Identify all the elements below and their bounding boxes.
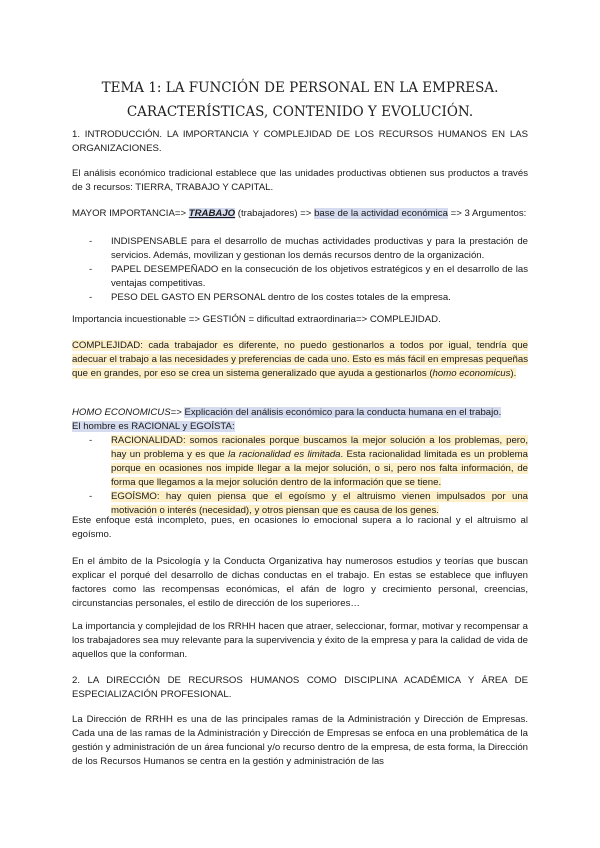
title-line-1: TEMA 1: LA FUNCIÓN DE PERSONAL EN LA EMPRESA. [101, 80, 499, 96]
intro-paragraph: El análisis económico tradicional establece que las unidades productivas obtienen sus productos a través de 3 recursos: TIERRA, TRABAJO Y CAPITAL. [72, 168, 528, 193]
argument-item: - PESO DEL GASTO EN PERSONAL dentro de los costes totales de la empresa. [89, 292, 451, 303]
complejidad-paragraph [72, 339, 528, 381]
argument-item: - PAPEL DESEMPEÑADO en la consecución de los objetivos estratégicos y en el desarrollo de las ventajas competitivas. [89, 264, 528, 289]
section-1-heading: 1. INTRODUCCIÓN. LA IMPORTANCIA Y COMPLEJIDAD DE LOS RECURSOS HUMANOS EN LAS ORGANIZACIONES. [72, 129, 528, 154]
trait-item-egoismo: - EGOÍSMO: hay quien piensa que el egoísmo y el altruismo vienen impulsados por una motivación o interés (necesidad), y otros piensan que es causa de los genes. [89, 491, 528, 516]
complejidad-end: ). [510, 368, 517, 379]
trait-item-racionalidad: - RACIONALIDAD: somos racionales porque buscamos la mejor solución a los problemas, pero, hay un problema y es que la racionalidad es limitada. Esta racionalidad limitada es un problema porque en ocasiones nos impide llegar a la mejor solución, o si, pero nos falta información, de forma que llegamos a la mejor solución dentro de la información que se tiene. [89, 435, 528, 488]
complejidad-label: COMPLEJIDAD: [72, 340, 143, 351]
homo-arrow: => [170, 407, 185, 418]
mayor-importancia-paragraph [72, 207, 528, 221]
page-title [60, 76, 540, 124]
rrhh-paragraph: La importancia y complejidad de los RRHH hacen que atraer, seleccionar, formar, motivar y recompensar a los trabajadores sea muy relevante para la supervivencia y éxito de la empresa y para la calidad de vida de aquellos que la conforman. [72, 621, 528, 660]
section-2-heading: 2. LA DIRECCIÓN DE RECURSOS HUMANOS COMO DISCIPLINA ACADÉMICA Y ÁREA DE ESPECIALIZACIÓN PROFESIONAL. [72, 675, 528, 700]
mayor-highlight: base de la actividad económica [314, 208, 448, 219]
trabajo-term: TRABAJO [188, 208, 236, 219]
arguments-list [72, 235, 528, 305]
section-2-body: La Dirección de RRHH es una de las principales ramas de la Administración y Dirección de Empresas. Cada una de las ramas de la Administración y Dirección de Empresas se enfoca en una problemática de la gestión y administración de un área funcional y/o recurso dentro de la empresa, de esta forma, la Dirección de los Recursos Humanos se centra en la gestión y administración de las [72, 714, 528, 767]
homo-economicus-paragraph [72, 406, 528, 434]
enfoque-paragraph: Este enfoque está incompleto, pues, en ocasiones lo emocional supera a lo racional y el altruismo al egoísmo. [72, 515, 528, 540]
mayor-prefix: MAYOR IMPORTANCIA=> [72, 208, 189, 219]
homo-highlight: Explicación del análisis económico para la conducta humana en el trabajo. [184, 407, 502, 418]
mayor-mid: (trabajadores) => [235, 208, 315, 219]
importancia-paragraph: Importancia incuestionable => GESTIÓN = dificultad extraordinaria=> COMPLEJIDAD. [72, 314, 441, 325]
title-line-2: CARACTERÍSTICAS, CONTENIDO Y EVOLUCIÓN. [126, 104, 474, 120]
complejidad-text: cada trabajador es diferente, no puedo gestionarlos a todos por igual, tendría que adecuar el trabajo a las necesidades y preferencias de cada uno. Esto es más fácil en empresas pequeñas que en grandes, por eso se crea un sistema generalizado que ayuda a gestionarlos ( [72, 340, 528, 379]
racional-line: El hombre es RACIONAL y EGOÍSTA: [72, 421, 235, 432]
homo-label: HOMO ECONOMICUS [72, 407, 171, 418]
argument-item: - INDISPENSABLE para el desarrollo de muchas actividades productivas y para la prestación de servicios. Además, movilizan y gestionan los demás recursos dentro de la organización. [89, 236, 528, 261]
mayor-suffix: => 3 Argumentos: [447, 208, 527, 219]
traits-list [72, 434, 528, 518]
psicologia-paragraph: En el ámbito de la Psicología y la Conducta Organizativa hay numerosos estudios y teorías que buscan explicar el porqué del desarrollo de dichas conductas en el trabajo. En estas se establece que influyen factores como las recompensas económicas, el afán de logro y crecimiento personal, creencias, circunstancias personales, el estilo de dirección de los superiores… [72, 556, 528, 609]
complejidad-italic: homo economicus [432, 368, 511, 379]
